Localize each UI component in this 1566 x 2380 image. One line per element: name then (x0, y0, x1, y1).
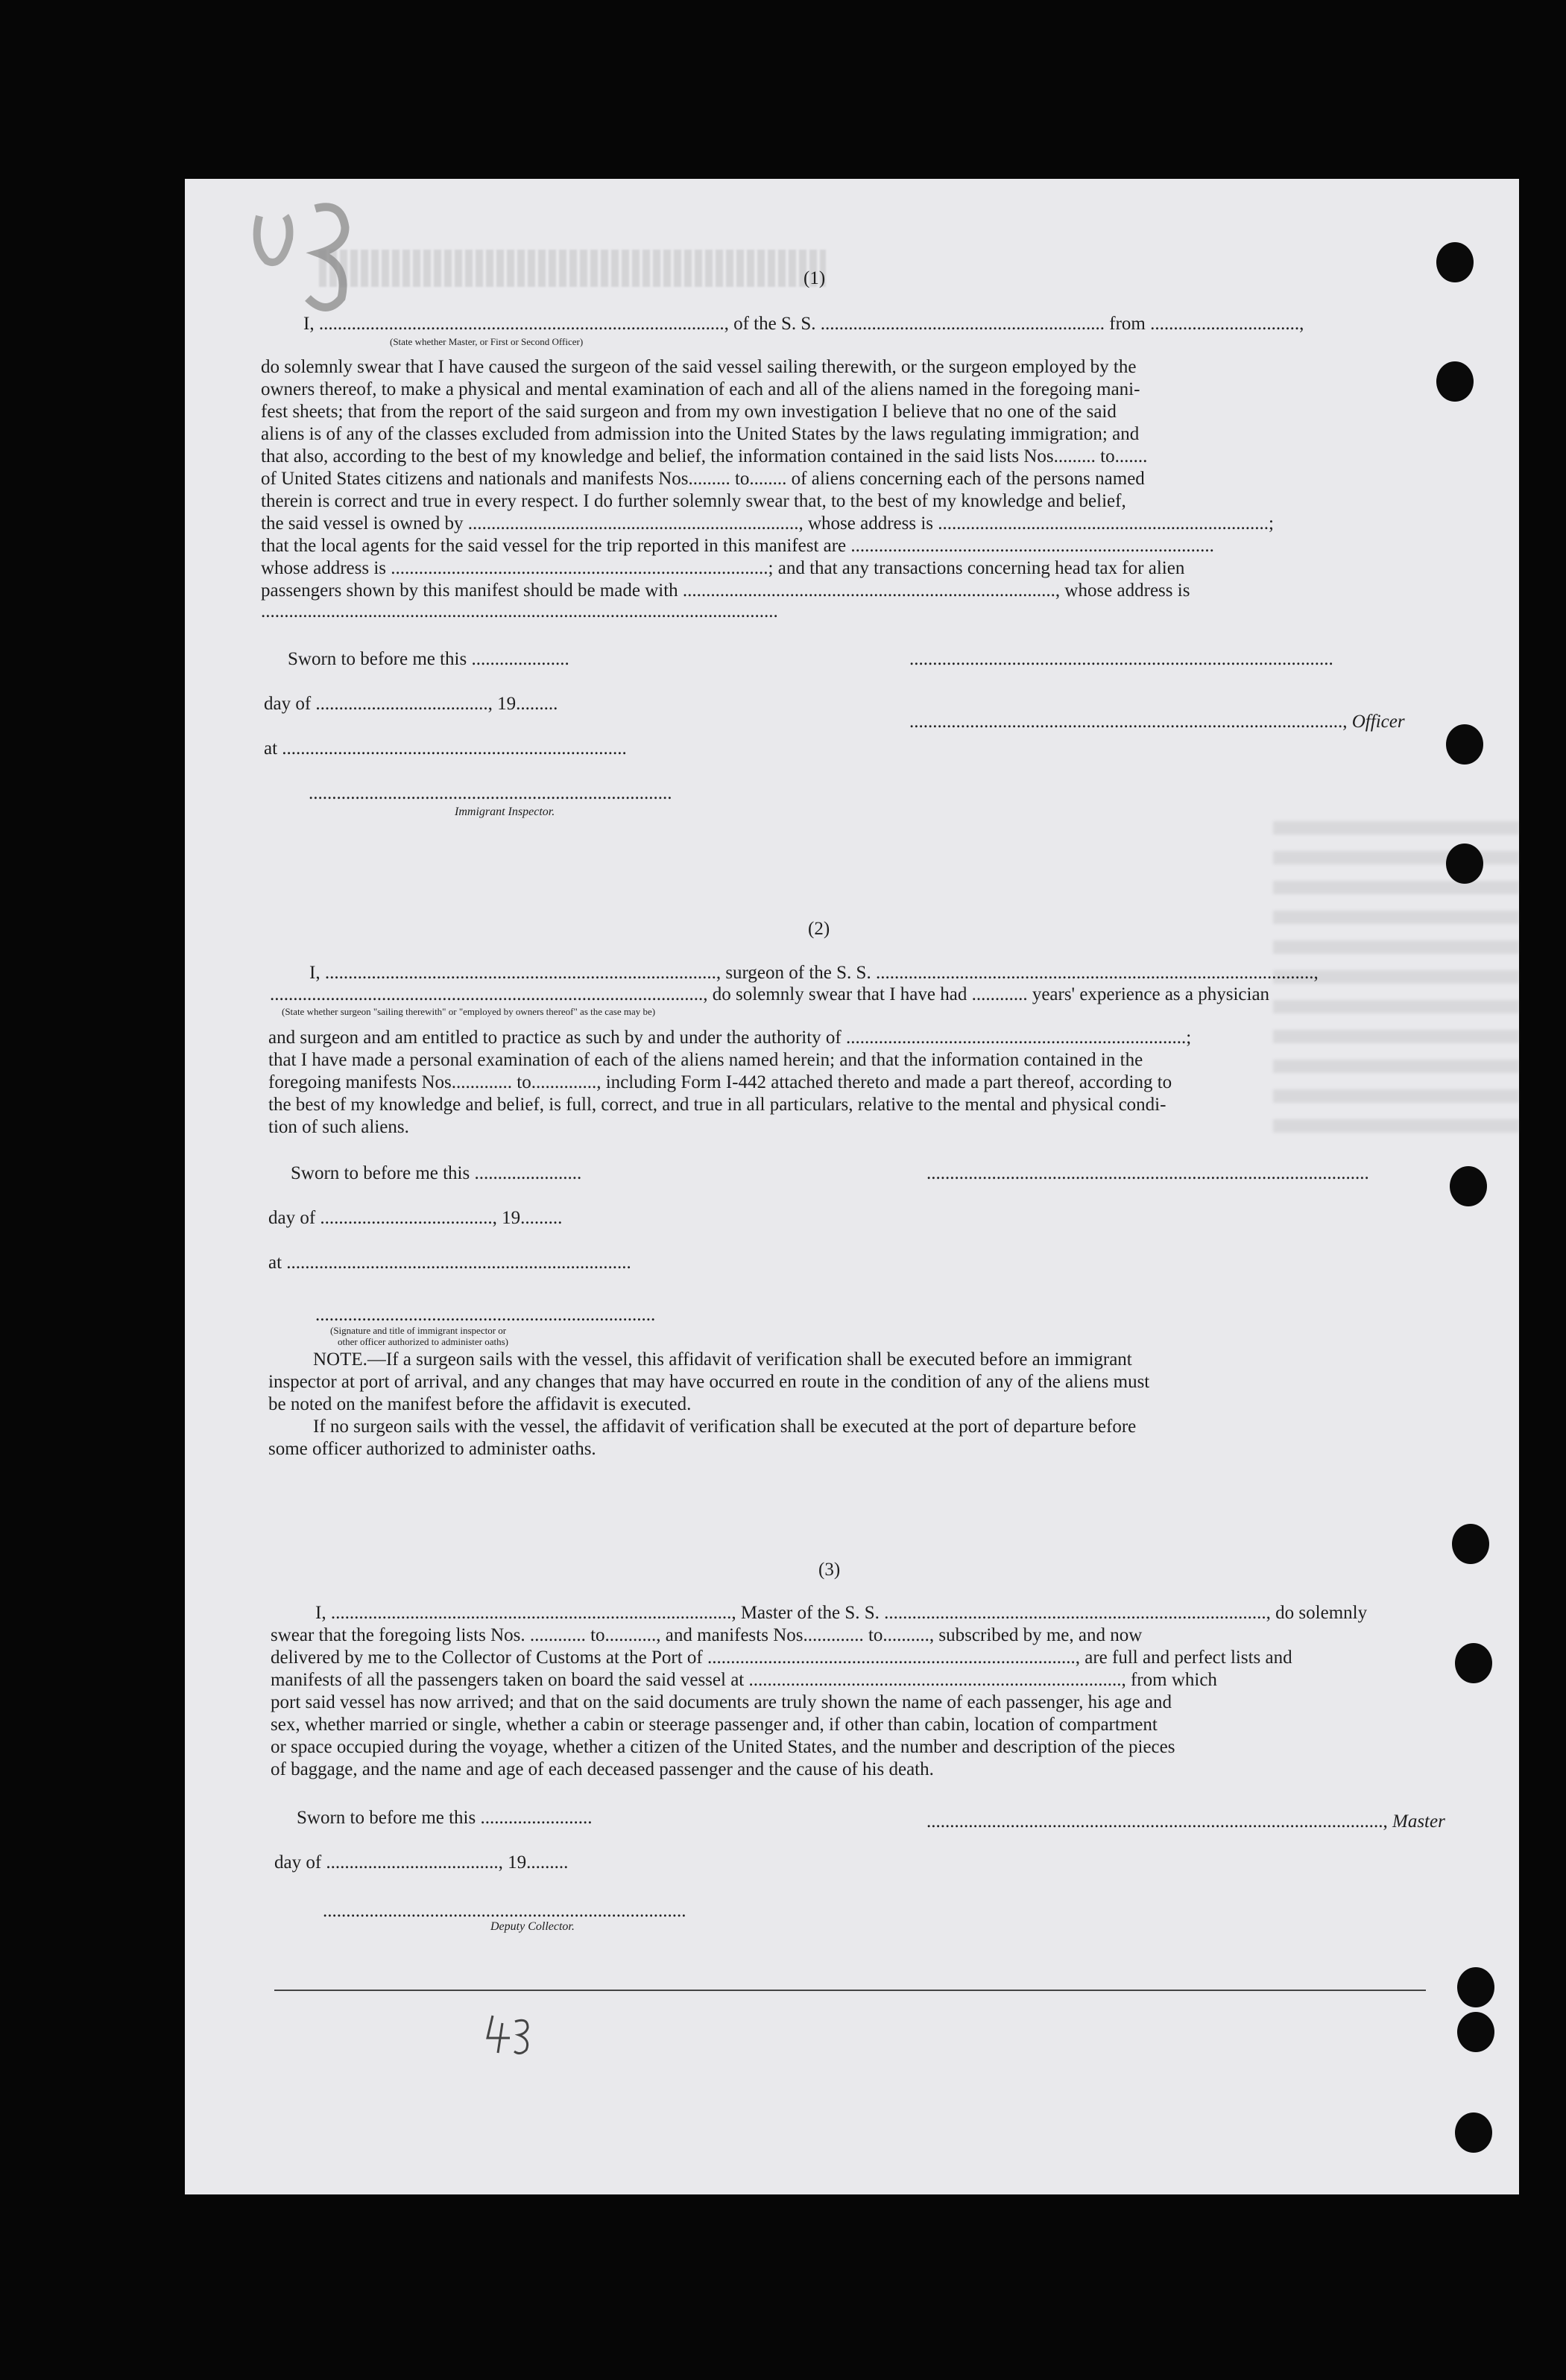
binder-hole-5 (1450, 1166, 1487, 1206)
section1-officer-label: Officer (1351, 712, 1405, 732)
section1-master-line: I, ......................................................................................., of the S. S. ............................................................. from ................................, (303, 314, 1304, 334)
section2-note-2: be noted on the manifest before the affidavit is executed. (268, 1394, 692, 1414)
section1-master-note: (State whether Master, or First or Second Officer) (390, 336, 584, 347)
form-sheet (185, 179, 1519, 2194)
section2-note-3: If no surgeon sails with the vessel, the affidavit of verification shall be executed at the port of departure before (313, 1417, 1137, 1437)
section1-inspector-line: .............................................................................. (309, 783, 672, 803)
section1-body-11: ............................................................................................................... (261, 601, 778, 621)
section1-officer-dots: ............................................................................................., (909, 712, 1352, 732)
section1-body-7: the said vessel is owned by ......................................................................., whose address is .......................................................................; (261, 513, 1274, 534)
section2-sworn: Sworn to before me this ....................... (291, 1163, 582, 1183)
section2-at: at .......................................................................... (268, 1253, 631, 1273)
section1-body-6: therein is correct and true in every respect. I do further solemnly swear that, to the best of my knowledge and belief, (261, 491, 1126, 511)
section2-body-3: the best of my knowledge and belief, is full, correct, and true in all particulars, relative to the mental and physical condi- (268, 1095, 1166, 1115)
section3-collector-label: Deputy Collector. (490, 1920, 575, 1933)
binder-hole-10 (1455, 2112, 1492, 2153)
section3-body-1: swear that the foregoing lists Nos. ............ to..........., and manifests Nos............. to.........., subscribed by me, and now (271, 1625, 1143, 1645)
handwritten-number-43 (482, 2008, 541, 2060)
section1-body-1: owners thereof, to make a physical and mental examination of each and all of the aliens named in the foregoing mani- (261, 379, 1140, 399)
section3-sworn: Sworn to before me this ........................ (297, 1808, 593, 1828)
section3-master-line (926, 1811, 1445, 1833)
binder-hole-3 (1446, 724, 1483, 765)
section2-body-4: tion of such aliens. (268, 1117, 409, 1137)
section3-collector-line: .............................................................................. (323, 1901, 686, 1921)
section1-officer-line (909, 711, 1405, 733)
section2-note-1: inspector at port of arrival, and any changes that may have occurred en route in the condition of any of the aliens must (268, 1372, 1150, 1392)
section2-inspector-line: ......................................................................... (315, 1305, 656, 1325)
section1-at: at .......................................................................... (264, 738, 627, 759)
section1-body-8: that the local agents for the said vessel for the trip reported in this manifest are .............................................................................. (261, 536, 1214, 556)
section3-body-7: of baggage, and the name and age of each deceased passenger and the cause of his death. (271, 1759, 934, 1779)
section1-number: (1) (803, 268, 826, 288)
binder-hole-7 (1455, 1643, 1492, 1683)
section3-body-2: delivered by me to the Collector of Customs at the Port of ..............................................................................., are full and perfect lists and (271, 1648, 1292, 1668)
section1-body-10: passengers shown by this manifest should be made with ................................................................................, whose address is (261, 580, 1190, 601)
section1-body-4: that also, according to the best of my knowledge and belief, the information contained in the said lists Nos......... to....... (261, 446, 1148, 466)
section2-signature-line: ............................................................................................... (926, 1163, 1369, 1183)
section2-experience-line: ............................................................................................., do solemnly swear that I have had ............ years' experience as a physician (270, 984, 1270, 1004)
section3-master-label: Master (1392, 1811, 1445, 1832)
section1-body-0: do solemnly swear that I have caused the surgeon of the said vessel sailing therewith, or the surgeon employed by the (261, 357, 1137, 377)
section1-sworn: Sworn to before me this ..................... (288, 649, 569, 669)
section3-master-dots: .................................................................................................., (926, 1811, 1392, 1832)
section2-inspector-note-1: other officer authorized to administer oaths) (338, 1336, 508, 1347)
section3-body-6: or space occupied during the voyage, whether a citizen of the United States, and the number and description of the pieces (271, 1737, 1175, 1757)
section2-experience-note: (State whether surgeon "sailing therewith" or "employed by owners thereof" as the case may be) (282, 1006, 656, 1017)
section2-body-2: foregoing manifests Nos............. to.............., including Form I-442 attached thereto and made a part thereof, according to (268, 1072, 1172, 1092)
section3-number: (3) (818, 1560, 841, 1580)
binder-hole-4 (1446, 844, 1483, 884)
binder-hole-6 (1452, 1524, 1489, 1564)
section1-day: day of ....................................., 19......... (264, 694, 558, 714)
section2-day: day of ....................................., 19......... (268, 1208, 563, 1228)
binder-hole-2 (1436, 361, 1474, 402)
section2-inspector-note-0: (Signature and title of immigrant inspector or (330, 1325, 507, 1336)
binder-hole-8 (1457, 1967, 1494, 2007)
section1-body-2: fest sheets; that from the report of the said surgeon and from my own investigation I believe that no one of the said (261, 402, 1117, 422)
section2-body-1: that I have made a personal examination of each of the aliens named herein; and that the information contained in the (268, 1050, 1143, 1070)
section2-number: (2) (808, 919, 830, 939)
section1-signature-line: ........................................................................................... (909, 649, 1333, 669)
section3-body-0: I, ......................................................................................, Master of the S. S. .................................................................................., do solemnly (315, 1603, 1368, 1623)
binder-hole-1 (1436, 242, 1474, 282)
section2-note-0: NOTE.—If a surgeon sails with the vessel, this affidavit of verification shall be executed before an immigrant (313, 1349, 1132, 1370)
section2-body-0: and surgeon and am entitled to practice as such by and under the authority of .........................................................................; (268, 1028, 1192, 1048)
section2-surgeon-line: I, ...................................................................................., surgeon of the S. S. .............................................................................................., (309, 963, 1319, 983)
bleed-through-header (319, 250, 826, 287)
section1-inspector-label: Immigrant Inspector. (455, 806, 555, 818)
section3-body-3: manifests of all the passengers taken on board the said vessel at ................................................................................, from which (271, 1670, 1217, 1690)
section3-day: day of ....................................., 19......... (274, 1852, 569, 1873)
section3-body-4: port said vessel has now arrived; and that on the said documents are truly shown the name of each passenger, his age and (271, 1692, 1172, 1712)
section2-note-4: some officer authorized to administer oaths. (268, 1439, 596, 1459)
section3-body-5: sex, whether married or single, whether a cabin or steerage passenger and, if other than cabin, location of compartment (271, 1715, 1158, 1735)
section1-body-3: aliens is of any of the classes excluded from admission into the United States by the laws regulating immigration; and (261, 424, 1140, 444)
section1-body-5: of United States citizens and nationals and manifests Nos......... to........ of aliens concerning each of the persons named (261, 469, 1145, 489)
bottom-rule (274, 1990, 1426, 1991)
section1-body-9: whose address is .................................................................................; and that any transactions concerning head tax for alien (261, 558, 1185, 578)
binder-hole-9 (1457, 2012, 1494, 2052)
handwritten-number-48 (244, 194, 364, 320)
